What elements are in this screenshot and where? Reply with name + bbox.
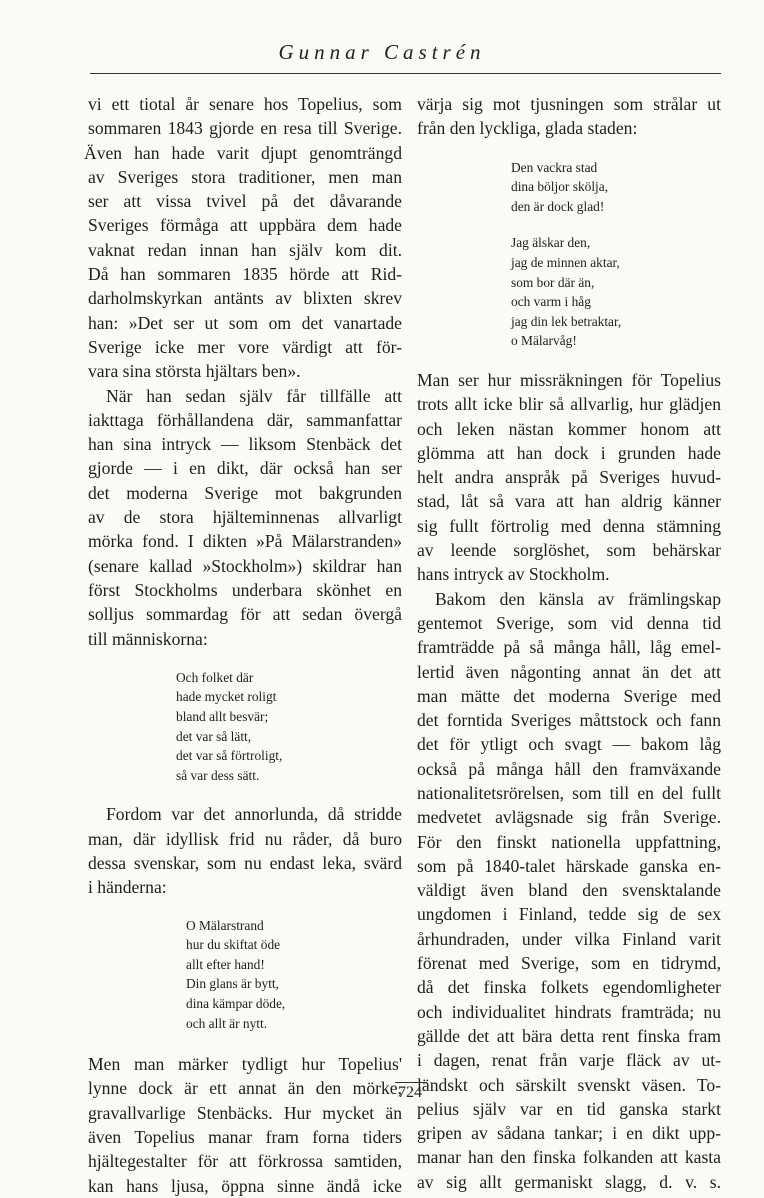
text-line: Även han hade varit djupt genomträngd bbox=[84, 142, 402, 163]
text-line: från den lyckliga, glada staden: bbox=[417, 118, 638, 139]
verse-line: dina böljor skölja, bbox=[511, 179, 609, 195]
text-line: värja sig mot tjusningen som strålar ut bbox=[417, 94, 721, 114]
text-line: till människorna: bbox=[88, 628, 208, 649]
verse-line: och allt är nytt. bbox=[186, 1015, 268, 1031]
verse-line: O Mälarstrand bbox=[186, 917, 264, 933]
paragraph bbox=[417, 92, 721, 141]
text-line: gjorde — i en dikt, där också han ser bbox=[88, 458, 402, 479]
text-line: framträdde på så många håll, låg emel- bbox=[417, 637, 721, 658]
text-line: väldigt även bland den svensktalande bbox=[417, 880, 721, 901]
text-line: När han sedan själv får tillfälle att bbox=[106, 385, 402, 406]
verse-line: den är dock glad! bbox=[511, 198, 605, 214]
text-line: hans intryck av Stockholm. bbox=[417, 564, 610, 585]
text-line: nationalitetsrörelsen, som till en del fullt bbox=[417, 782, 721, 803]
text-line: också på många håll den framväxande bbox=[417, 758, 721, 779]
text-line: även Topelius manar fram forna tiders bbox=[88, 1127, 402, 1148]
text-line: först Stockholms underbara skönhet en bbox=[88, 579, 402, 600]
paragraph bbox=[88, 384, 402, 651]
verse-line: Din glans är bytt, bbox=[186, 976, 279, 992]
text-line: manar han den finska folkanden att kasta bbox=[417, 1147, 721, 1168]
text-line: mörka fond. I dikten »På Mälarstranden» bbox=[88, 531, 402, 552]
text-line: dessa svenskar, som nu endast leka, svärd bbox=[88, 852, 402, 873]
text-line: då det finska folkets egendomligheter bbox=[417, 977, 721, 998]
text-line: Bakom den känsla av främlingskap bbox=[435, 588, 721, 609]
verse-line: så var dess sätt. bbox=[176, 767, 260, 783]
verse-line: hade mycket roligt bbox=[176, 689, 277, 705]
verse-stanza bbox=[176, 668, 402, 786]
verse-line: Och folket där bbox=[176, 669, 254, 685]
text-line: och leken nästan kommer honom att bbox=[417, 418, 721, 439]
verse-line: allt efter hand! bbox=[186, 956, 265, 972]
right-column bbox=[417, 92, 721, 1194]
text-line: solljus sommardag för att sedan övergå bbox=[88, 604, 402, 625]
text-line: helt andra anspråk på Sveriges huvud- bbox=[417, 467, 721, 488]
header-rule bbox=[90, 73, 721, 74]
text-line: Sveriges förmåga att uppbära dem hade bbox=[88, 215, 402, 236]
verse-line: hur du skiftat öde bbox=[186, 937, 281, 953]
verse-line: det var så förtroligt, bbox=[176, 748, 283, 764]
text-line: århundraden, under vilka Finland varit bbox=[417, 928, 721, 949]
text-line: gravallvarlige Stenbäcks. Hur mycket än bbox=[88, 1102, 402, 1123]
text-line: iakttaga förhållandena där, sammanfattar bbox=[88, 409, 402, 430]
text-line: stad, låt så vara att han aldrig känner bbox=[417, 491, 721, 512]
text-line: gripen av sådana tankar; i en dikt upp- bbox=[417, 1123, 721, 1144]
text-line: det för ytligt och svagt — bakom låg bbox=[417, 734, 721, 755]
text-line: För den finskt nationella uppfattning, bbox=[417, 831, 721, 852]
text-line: lynne dock är ett annat än den mörke, bbox=[88, 1078, 402, 1099]
text-line: av de stora hjälteminnenas allvarligt bbox=[88, 507, 402, 528]
text-line: sig fullt förtrolig med denna stämning bbox=[417, 515, 721, 536]
text-line: av sig allt germaniskt slagg, d. v. s. bbox=[417, 1171, 721, 1192]
verse-line: jag de minnen aktar, bbox=[511, 254, 620, 270]
text-line: gällde det att bära detta rent finska fram bbox=[417, 1025, 721, 1046]
paragraph bbox=[417, 587, 721, 1194]
verse-stanza bbox=[186, 916, 402, 1034]
verse-line: Den vackra stad bbox=[511, 159, 598, 175]
footer-rule bbox=[395, 1082, 427, 1083]
running-header: Gunnar Castrén bbox=[278, 40, 486, 64]
text-line: det forntida Sveriges måttstock och fann bbox=[417, 710, 721, 731]
text-line: sommaren 1843 gjorde en resa till Sverige. bbox=[88, 118, 402, 139]
text-line: (senare kallad »Stockholm») skildrar han bbox=[88, 555, 402, 576]
page-number: 724 bbox=[398, 1084, 422, 1101]
text-line: man mätte det moderna Sverige med bbox=[417, 685, 721, 706]
text-line: gentemot Sverige, som vid denna tid bbox=[417, 612, 721, 633]
text-line: ser att vissa tvivel på det dåvarande bbox=[88, 191, 402, 212]
text-line: Fordom var det annorlunda, då stridde bbox=[106, 804, 402, 825]
verse-line: o Mälarvåg! bbox=[511, 333, 577, 349]
text-line: vi ett tiotal år senare hos Topelius, som bbox=[88, 94, 402, 114]
verse-line: Jag älskar den, bbox=[511, 235, 591, 251]
text-line: hjältegestalter för att förkrossa samtiden, bbox=[88, 1151, 402, 1172]
verse-line: det var så lätt, bbox=[176, 728, 252, 744]
text-line: vara sina största hjältars ben». bbox=[88, 361, 301, 382]
paragraph bbox=[84, 92, 402, 384]
text-line: av leende sorglöshet, som behärskar bbox=[417, 540, 721, 561]
text-line: medvetet avlägsnade sig från Sverige. bbox=[417, 807, 721, 828]
verse-line: och varm i håg bbox=[511, 294, 591, 310]
text-line: lertid även någonting annat än det att bbox=[417, 661, 721, 682]
text-line: Då han sommaren 1835 hörde att Rid- bbox=[88, 264, 402, 285]
text-line: som på 1840-talet härskade ganska en- bbox=[417, 855, 721, 876]
text-line: av Sveriges stora traditioner, men man bbox=[88, 166, 402, 187]
paragraph bbox=[88, 802, 402, 899]
paragraph bbox=[88, 1052, 402, 1198]
text-line: Men man märker tydligt hur Topelius' bbox=[88, 1054, 402, 1075]
text-line: ungdomen i Finland, tedde sig de sex bbox=[417, 904, 721, 925]
verse-stanza bbox=[511, 158, 721, 351]
text-line: glömma att han dock i grunden hade bbox=[417, 442, 721, 463]
text-line: man, där idyllisk frid nu råder, då buro bbox=[88, 828, 402, 849]
text-line: han sina intryck — liksom Stenbäck det bbox=[88, 434, 402, 455]
text-line: trots allt icke blir så allvarlig, hur glädjen bbox=[417, 394, 721, 415]
text-line: Man ser hur missräkningen för Topelius bbox=[417, 369, 721, 390]
paragraph bbox=[417, 368, 721, 587]
text-line: darholmskyrkan antänts av blixten skrev bbox=[88, 288, 402, 309]
text-line: Sverige icke mer vore värdigt att för- bbox=[88, 336, 402, 357]
text-line: han: »Det ser ut som om det vanartade bbox=[88, 312, 402, 333]
left-column bbox=[84, 92, 402, 1198]
verse-line: som bor där än, bbox=[511, 274, 595, 290]
text-line: vaknat redan innan han själv kom dit. bbox=[88, 239, 402, 260]
text-line: det moderna Sverige mot bakgrunden bbox=[88, 482, 402, 503]
verse-line: bland allt besvär; bbox=[176, 709, 269, 725]
text-line: kan hans ljusa, öppna sinne ändå icke bbox=[88, 1175, 402, 1196]
text-line: pelius själv var en tid ganska starkt bbox=[417, 1098, 721, 1119]
text-line: förenat med Sverige, som en tidrymd, bbox=[417, 953, 721, 974]
text-line: i händerna: bbox=[88, 877, 167, 898]
text-line: ländskt och särskilt svenskt väsen. To- bbox=[417, 1074, 721, 1095]
text-line: och individualitet hindrats framträda; nu bbox=[417, 1001, 721, 1022]
text-line: i dagen, renat från varje fläck av ut- bbox=[417, 1050, 721, 1071]
verse-line: dina kämpar döde, bbox=[186, 995, 286, 1011]
stanza-break bbox=[511, 216, 721, 233]
verse-line: jag din lek betraktar, bbox=[511, 313, 622, 329]
